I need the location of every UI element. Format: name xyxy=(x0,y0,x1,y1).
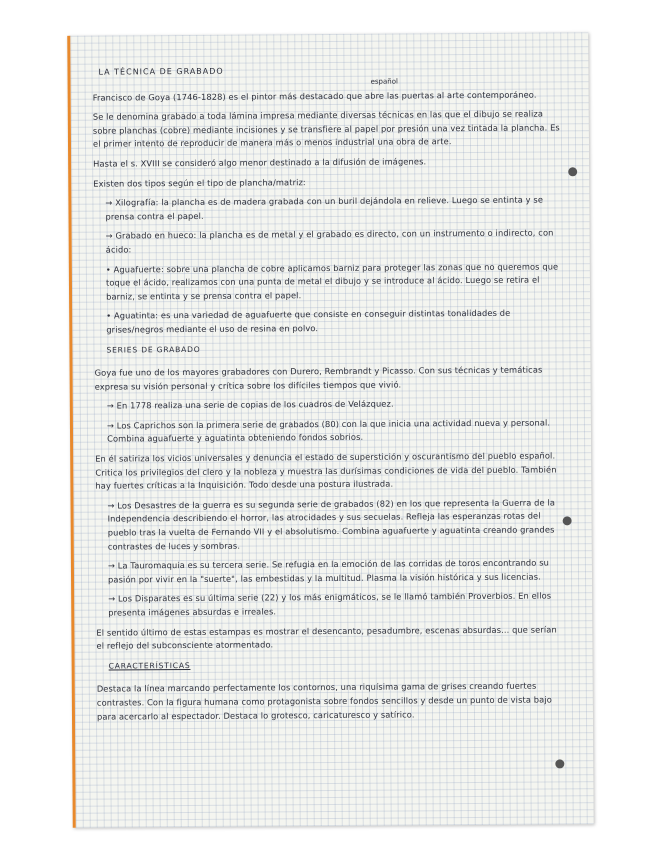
types-intro: Existen dos tipos según el tipo de plancha/matriz: xyxy=(93,176,306,189)
binder-hole-bottom xyxy=(555,759,564,768)
series-item-disparates: → Los Disparates es su última serie (22) y los más enigmáticos, se le llamó también Proverbios. En ellos presenta imágenes absurdas e irreales. xyxy=(108,590,552,618)
binder-hole-top xyxy=(568,167,577,176)
series-item-caprichos: → Los Caprichos son la primera serie de grabados (80) con la que inicia una actividad nueva y personal. Combina aguafuerte y aguatinta obteniendo fondos sobrios. xyxy=(106,417,551,445)
series-heading: SERIES DE GRABADO xyxy=(106,344,201,355)
intro-paragraph-3: Hasta el s. XVIII se consideró algo menor destinado a la difusión de imágenes. xyxy=(93,156,427,169)
intro-paragraph-1: Francisco de Goya (1746-1828) es el pintor más destacado que abre las puertas al arte contemporáneo. xyxy=(92,89,537,103)
series-item-tauromaquia: → La Tauromaquia es su tercera serie. Se refugia en la emoción de las corridas de toros encontrando su pasión por vivir en la "suerte", las embestidas y la multitud. Plasma la visión histórica y sus licencias. xyxy=(107,557,550,585)
features-paragraph: Destaca la línea marcando perfectamente los contornos, una riquísima gama de grises creando fuertes contrastes. Con la figura humana como protagonista sobre fondos sencillos y desde un punto de vista bajo para acercarlo al espectador. Destaca lo grotesco, caricaturesco y satírico. xyxy=(96,680,552,722)
insert-note: español xyxy=(370,77,398,86)
page-title: LA TÉCNICA DE GRABADO xyxy=(98,66,224,77)
series-item-caprichos-detail: En él satiriza los vicios universales y denuncia el estado de superstición y oscurantismo del pueblo español. Critica los privilegios del clero y la nobleza y muestra las durísimas condiciones de vida del pueblo. También hay fuertes críticas a la Inquisición. Todo desde una postura ilustrada. xyxy=(95,450,557,491)
series-item-desastres: → Los Desastres de la guerra es su segunda serie de grabados (82) en los que representa la Guerra de la Independencia describiendo el horror, las atrocidades y sus secuelas. Refleja las esperanzas rotas del pueblo tras la vuelta de Fernando VII y el absolutismo. Combina aguafuerte y aguatinta creando grandes contrastes de luces y sombras. xyxy=(107,497,556,552)
technique-aguatinta: • Aguatinta: es una variedad de aguafuerte que consiste en conseguir distintas tonalidades de grises/negros mediante el uso de resina en polvo. xyxy=(106,308,511,335)
handwritten-notes xyxy=(92,62,567,729)
type-xilografia: → Xilografía: la plancha es de madera grabada con un buril dejándola en relieve. Luego se entinta y se prensa contra el papel. xyxy=(105,194,544,222)
technique-aguafuerte: • Aguafuerte: sobre una plancha de cobre aplicamos barniz para proteger las zonas que no queremos que toque el ácido, realizamos con una punta de metal el dibujo y se introduce al ácido. Luego se retira el barniz, se entinta y se prensa contra el papel. xyxy=(105,260,559,302)
series-item-velazquez: → En 1778 realiza una serie de copias de los cuadros de Velázquez. xyxy=(106,398,394,411)
type-hueco: → Grabado en hueco: la plancha es de metal y el grabado es directo, con un instrumento o indirecto, con ácido: xyxy=(105,227,554,255)
features-heading: CARACTERÍSTICAS xyxy=(108,660,191,671)
intro-paragraph-2: Se le denomina grabado a toda lámina impresa mediante diversas técnicas en las que el dibujo se realiza sobre planchas (cobre) mediante incisiones y se transfiere al papel por presión una vez tintada la plancha. Es el primer intento de reproducir de manera más o menos industrial una obra de arte. xyxy=(92,108,560,150)
notebook-page xyxy=(67,32,594,828)
series-closing: El sentido último de estas estampas es mostrar el desencanto, pesadumbre, escenas absurdas... que serían el reflejo del subconsciente atormentado. xyxy=(96,624,557,651)
series-intro: Goya fue uno de los mayores grabadores con Durero, Rembrandt y Picasso. Con sus técnicas y temáticas expresa su visión personal y crítica sobre los difíciles tiempos que vivió. xyxy=(94,364,543,392)
